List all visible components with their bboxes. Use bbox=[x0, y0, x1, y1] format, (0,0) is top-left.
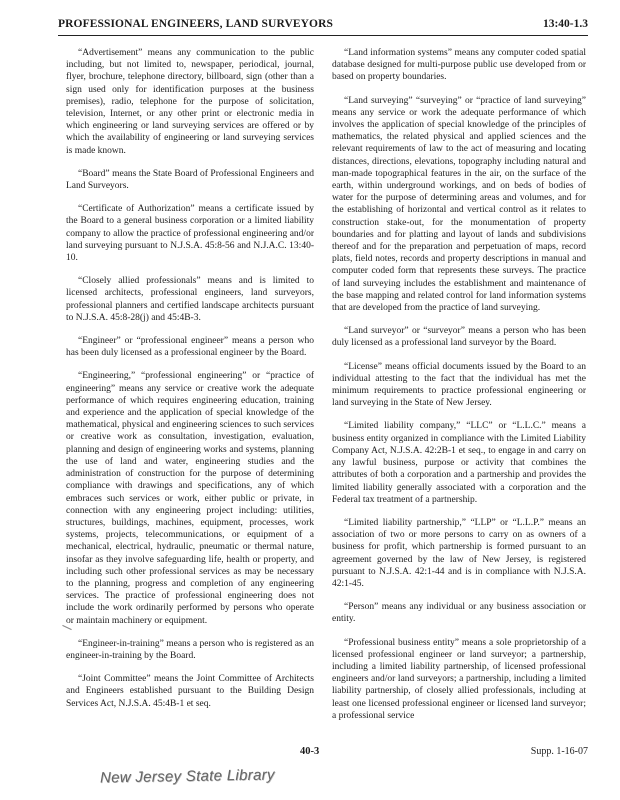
definition-engineer: “Engineer” or “professional engineer” means a person who has been duly licensed as a professional engineer by the Board. bbox=[66, 336, 314, 359]
header-section-number: 13:40-1.3 bbox=[542, 18, 588, 30]
definition-engineering: “Engineering,” “professional engineering” or “practice of engineering” means any service or creative work the adequate performance of which requires engineering education, training and experience and the application of special knowledge of the mathematical, physical and engineering sciences to such services or creative work as consultation, investigation, evaluation, planning and design of engineering works and systems, planning the use of land and water, engineering studies and the administration of construction for the purpose of determining compliance with drawings and specifications, any of which embraces such services or work, either public or private, in connection with any engineering project including: utilities, structures, buildings, machines, equipment, processes, work systems, projects, telecommunications, or equipment of a mechanical, electrical, hydraulic, pneumatic or thermal nature, insofar as they involve safeguarding life, health or property, and including such other professional services as may be necessary to the planning, progress and completion of any engineering services. The practice of professional engineering does not include the work ordinarily performed by persons who operate or maintain machinery or equipment. bbox=[66, 371, 314, 626]
definition-engineer-in-training: “Engineer-in-training” means a person who is registered as an engineer-in-training by the Board. bbox=[66, 638, 314, 661]
definition-joint-committee: “Joint Committee” means the Joint Committee of Architects and Engineers established pursuant to the Building Design Services Act, N.J.S.A. 45:4B-1 et seq. bbox=[66, 674, 314, 709]
definition-land-surveying: “Land surveying” “surveying” or “practice of land surveying” means any service or work the adequate performance of which involves the application of special knowledge of the principles of mathematics, the related physical and applied sciences and the relevant requirements of law to the act of measuring and locating distances, directions, elevations, topography including natural and man-made topographical features in the air, on the surface of the earth, within underground workings, and on beds of bodies of water for the purpose of determining areas and volumes, and for the establishing of horizontal and vertical control as it relates to construction stake-out, for the monumentation of property boundaries and for platting and layout of lands and subdivisions thereof and for the preparation and perpetuation of maps, record plats, field notes, records and property descriptions in manual and computer coded form that represents these surveys. The practice of land surveying includes the establishment and maintenance of the base mapping and related control for land information systems that are developed from the practice of land surveying. bbox=[332, 95, 586, 314]
page-number: 40-3 bbox=[300, 746, 320, 757]
definition-land-information-systems: “Land information systems” means any computer coded spatial database designed for multi-purpose public use developed from or based on property boundaries. bbox=[332, 48, 586, 83]
header-title: PROFESSIONAL ENGINEERS, LAND SURVEYORS bbox=[58, 18, 333, 30]
header-rule bbox=[58, 35, 588, 36]
left-column bbox=[66, 47, 314, 710]
definition-limited-liability-partnership: “Limited liability partnership,” “LLP” or “L.L.P.” means an association of two or more persons to carry on as owners of a business for profit, which partnership is formed pursuant to an agreement governed by the law of New Jersey, is registered pursuant to N.J.S.A. 42:1-44 and is in compliance with N.J.S.A. 42:1-45. bbox=[332, 517, 586, 589]
definition-board: “Board” means the State Board of Professional Engineers and Land Surveyors. bbox=[66, 168, 314, 192]
definition-limited-liability-company: “Limited liability company,” “LLC” or “L.L.C.” means a business entity organized in compliance with the Limited Liability Company Act, N.J.S.A. 42:2B-1 et seq., to engage in and carry on any lawful business, purpose or activity that combines the attributes of both a corporation and a partnership and provides the limited liability generally associated with a corporation and the Federal tax treatment of a partnership. bbox=[332, 421, 586, 505]
right-column bbox=[332, 47, 586, 722]
definition-advertisement: “Advertisement” means any communication to the public including, but not limited to, newspaper, periodical, journal, flyer, brochure, telephone directory, billboard, sign (other than a sign used only for identification purposes at the business premises), radio, telephone for the purpose of solicitation, television, Internet, or any other print or electronic media in which engineering or land surveying services are offered or by which the availability of engineering or land surveying services is made known. bbox=[66, 48, 314, 156]
definition-land-surveyor: “Land surveyor” or “surveyor” means a person who has been duly licensed as a professional land surveyor by the Board. bbox=[332, 326, 586, 349]
definition-person: “Person” means any individual or any business association or entity. bbox=[332, 602, 586, 625]
definition-certificate-of-authorization: “Certificate of Authorization” means a certificate issued by the Board to a general business corporation or a limited liability company to allow the practice of professional engineering and/or land surveying pursuant to N.J.S.A. 45:8-56 and N.J.A.C. 13:40-10. bbox=[66, 204, 314, 264]
definition-professional-business-entity: “Professional business entity” means a sole proprietorship of a licensed professional engineer or land surveyor; a partnership, including a limited liability partnership, of licensed professional engineers and/or land surveyors; a partnership, including a limited liability partnership, of closely allied professionals, including at least one licensed professional engineer or licensed land surveyor; a professional service bbox=[332, 637, 586, 721]
definition-license: “License” means official documents issued by the Board to an individual attesting to the fact that the individual has met the minimum requirements to practice professional engineering or land surveying in the State of New Jersey. bbox=[332, 361, 586, 409]
library-stamp: New Jersey State Library bbox=[99, 766, 275, 787]
supplement-date: Supp. 1-16-07 bbox=[530, 746, 588, 757]
running-header bbox=[58, 18, 588, 34]
definition-closely-allied-professionals: “Closely allied professionals” means and is limited to licensed architects, professional engineers, land surveyors, professional planners and certified landscape architects pursuant to N.J.S.A. 45:8-28(j) and 45:4B-3. bbox=[66, 276, 314, 323]
